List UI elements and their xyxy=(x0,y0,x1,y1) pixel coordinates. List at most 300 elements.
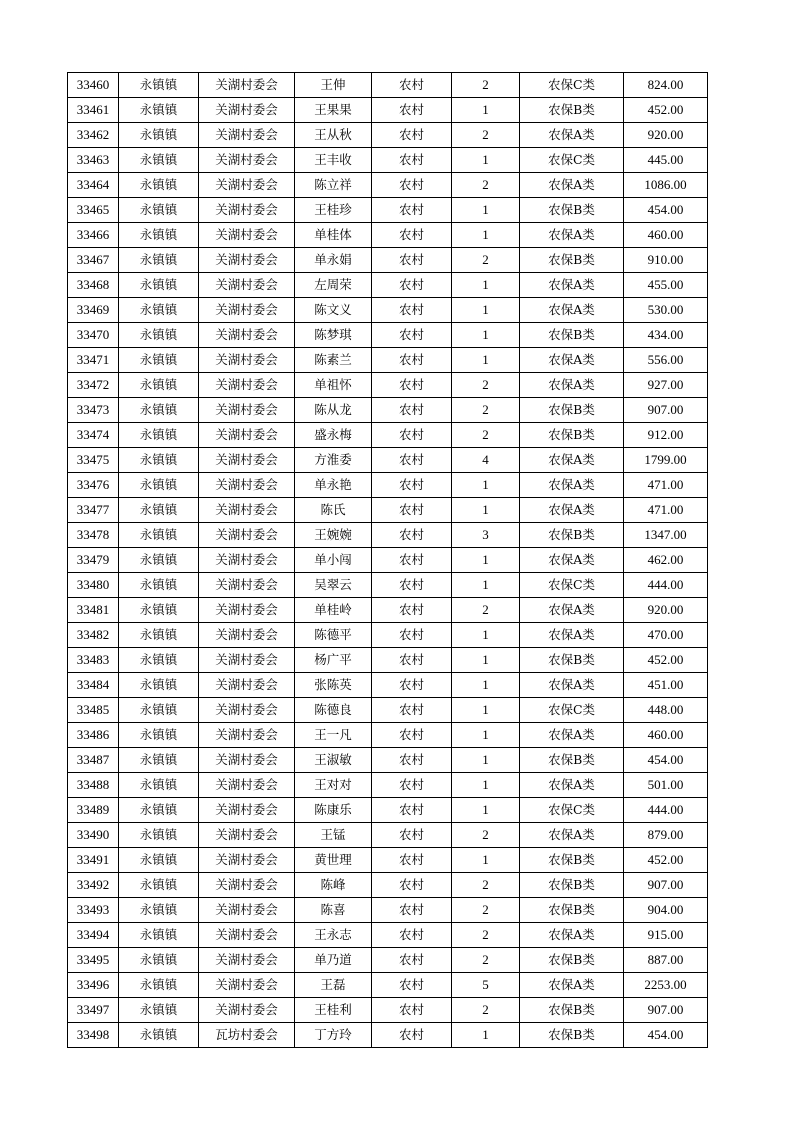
cell-town: 永镇镇 xyxy=(119,698,199,723)
cell-record-id: 33483 xyxy=(68,648,119,673)
cell-village-committee: 关湖村委会 xyxy=(199,723,295,748)
table-row xyxy=(68,923,708,948)
cell-household-type: 农村 xyxy=(372,698,452,723)
cell-name: 陈喜 xyxy=(295,898,372,923)
cell-household-type: 农村 xyxy=(372,148,452,173)
cell-name: 王婉婉 xyxy=(295,523,372,548)
cell-insurance-category: 农保A类 xyxy=(520,448,624,473)
cell-name: 单桂岭 xyxy=(295,598,372,623)
cell-town: 永镇镇 xyxy=(119,373,199,398)
table-row xyxy=(68,248,708,273)
cell-village-committee: 关湖村委会 xyxy=(199,473,295,498)
table-row xyxy=(68,998,708,1023)
cell-name: 单永艳 xyxy=(295,473,372,498)
cell-record-id: 33491 xyxy=(68,848,119,873)
cell-amount: 462.00 xyxy=(624,548,708,573)
cell-village-committee: 关湖村委会 xyxy=(199,373,295,398)
cell-family-size: 1 xyxy=(452,623,520,648)
table-row xyxy=(68,623,708,648)
cell-name: 盛永梅 xyxy=(295,423,372,448)
cell-amount: 920.00 xyxy=(624,123,708,148)
cell-record-id: 33468 xyxy=(68,273,119,298)
cell-family-size: 1 xyxy=(452,1023,520,1048)
cell-town: 永镇镇 xyxy=(119,998,199,1023)
cell-family-size: 2 xyxy=(452,373,520,398)
cell-town: 永镇镇 xyxy=(119,623,199,648)
cell-family-size: 1 xyxy=(452,148,520,173)
cell-family-size: 1 xyxy=(452,573,520,598)
cell-insurance-category: 农保C类 xyxy=(520,148,624,173)
cell-village-committee: 关湖村委会 xyxy=(199,123,295,148)
cell-town: 永镇镇 xyxy=(119,298,199,323)
cell-record-id: 33460 xyxy=(68,73,119,98)
cell-name: 单永娟 xyxy=(295,248,372,273)
cell-town: 永镇镇 xyxy=(119,323,199,348)
cell-record-id: 33481 xyxy=(68,598,119,623)
cell-amount: 904.00 xyxy=(624,898,708,923)
cell-town: 永镇镇 xyxy=(119,98,199,123)
cell-family-size: 1 xyxy=(452,773,520,798)
cell-record-id: 33462 xyxy=(68,123,119,148)
cell-family-size: 2 xyxy=(452,948,520,973)
cell-village-committee: 关湖村委会 xyxy=(199,598,295,623)
table-row xyxy=(68,148,708,173)
cell-town: 永镇镇 xyxy=(119,173,199,198)
cell-village-committee: 关湖村委会 xyxy=(199,648,295,673)
cell-insurance-category: 农保A类 xyxy=(520,673,624,698)
cell-family-size: 2 xyxy=(452,873,520,898)
cell-name: 王从秋 xyxy=(295,123,372,148)
cell-amount: 471.00 xyxy=(624,473,708,498)
cell-insurance-category: 农保A类 xyxy=(520,373,624,398)
cell-household-type: 农村 xyxy=(372,198,452,223)
cell-name: 王淑敏 xyxy=(295,748,372,773)
cell-insurance-category: 农保B类 xyxy=(520,523,624,548)
table-row xyxy=(68,573,708,598)
cell-insurance-category: 农保B类 xyxy=(520,323,624,348)
cell-insurance-category: 农保B类 xyxy=(520,898,624,923)
cell-household-type: 农村 xyxy=(372,248,452,273)
cell-family-size: 1 xyxy=(452,223,520,248)
cell-household-type: 农村 xyxy=(372,1023,452,1048)
cell-household-type: 农村 xyxy=(372,348,452,373)
cell-village-committee: 关湖村委会 xyxy=(199,348,295,373)
cell-household-type: 农村 xyxy=(372,498,452,523)
cell-household-type: 农村 xyxy=(372,773,452,798)
cell-amount: 915.00 xyxy=(624,923,708,948)
table-row xyxy=(68,598,708,623)
cell-insurance-category: 农保B类 xyxy=(520,398,624,423)
cell-village-committee: 关湖村委会 xyxy=(199,73,295,98)
cell-record-id: 33496 xyxy=(68,973,119,998)
cell-family-size: 2 xyxy=(452,823,520,848)
table-row xyxy=(68,223,708,248)
cell-village-committee: 关湖村委会 xyxy=(199,398,295,423)
cell-village-committee: 关湖村委会 xyxy=(199,623,295,648)
cell-name: 单小闯 xyxy=(295,548,372,573)
cell-amount: 824.00 xyxy=(624,73,708,98)
cell-town: 永镇镇 xyxy=(119,648,199,673)
cell-record-id: 33494 xyxy=(68,923,119,948)
table-row xyxy=(68,348,708,373)
cell-record-id: 33463 xyxy=(68,148,119,173)
table-row xyxy=(68,673,708,698)
cell-insurance-category: 农保A类 xyxy=(520,348,624,373)
cell-town: 永镇镇 xyxy=(119,123,199,148)
cell-name: 王丰收 xyxy=(295,148,372,173)
cell-name: 黄世理 xyxy=(295,848,372,873)
cell-name: 单乃道 xyxy=(295,948,372,973)
cell-amount: 454.00 xyxy=(624,198,708,223)
cell-record-id: 33471 xyxy=(68,348,119,373)
table-row xyxy=(68,648,708,673)
cell-record-id: 33498 xyxy=(68,1023,119,1048)
cell-village-committee: 关湖村委会 xyxy=(199,173,295,198)
cell-household-type: 农村 xyxy=(372,948,452,973)
cell-village-committee: 关湖村委会 xyxy=(199,298,295,323)
cell-family-size: 2 xyxy=(452,173,520,198)
cell-family-size: 1 xyxy=(452,198,520,223)
cell-village-committee: 关湖村委会 xyxy=(199,248,295,273)
cell-village-committee: 关湖村委会 xyxy=(199,848,295,873)
cell-household-type: 农村 xyxy=(372,173,452,198)
cell-village-committee: 关湖村委会 xyxy=(199,573,295,598)
cell-insurance-category: 农保A类 xyxy=(520,123,624,148)
cell-insurance-category: 农保A类 xyxy=(520,723,624,748)
cell-insurance-category: 农保B类 xyxy=(520,1023,624,1048)
cell-record-id: 33472 xyxy=(68,373,119,398)
cell-name: 王对对 xyxy=(295,773,372,798)
cell-record-id: 33470 xyxy=(68,323,119,348)
cell-name: 陈德平 xyxy=(295,623,372,648)
cell-household-type: 农村 xyxy=(372,673,452,698)
cell-record-id: 33488 xyxy=(68,773,119,798)
cell-name: 吴翠云 xyxy=(295,573,372,598)
cell-amount: 1086.00 xyxy=(624,173,708,198)
cell-village-committee: 关湖村委会 xyxy=(199,323,295,348)
cell-family-size: 2 xyxy=(452,73,520,98)
cell-name: 王桂珍 xyxy=(295,198,372,223)
table-row xyxy=(68,448,708,473)
cell-family-size: 2 xyxy=(452,248,520,273)
cell-name: 杨广平 xyxy=(295,648,372,673)
cell-town: 永镇镇 xyxy=(119,748,199,773)
table-row xyxy=(68,273,708,298)
cell-name: 王伸 xyxy=(295,73,372,98)
table-row xyxy=(68,498,708,523)
cell-amount: 887.00 xyxy=(624,948,708,973)
cell-family-size: 1 xyxy=(452,673,520,698)
cell-household-type: 农村 xyxy=(372,448,452,473)
table-row xyxy=(68,773,708,798)
cell-family-size: 2 xyxy=(452,923,520,948)
cell-record-id: 33487 xyxy=(68,748,119,773)
cell-name: 王一凡 xyxy=(295,723,372,748)
cell-family-size: 1 xyxy=(452,698,520,723)
cell-family-size: 4 xyxy=(452,448,520,473)
cell-village-committee: 关湖村委会 xyxy=(199,923,295,948)
cell-record-id: 33473 xyxy=(68,398,119,423)
cell-insurance-category: 农保B类 xyxy=(520,998,624,1023)
cell-name: 张陈英 xyxy=(295,673,372,698)
cell-record-id: 33490 xyxy=(68,823,119,848)
table-row xyxy=(68,423,708,448)
cell-amount: 451.00 xyxy=(624,673,708,698)
cell-amount: 445.00 xyxy=(624,148,708,173)
cell-amount: 434.00 xyxy=(624,323,708,348)
cell-record-id: 33497 xyxy=(68,998,119,1023)
cell-amount: 530.00 xyxy=(624,298,708,323)
cell-household-type: 农村 xyxy=(372,848,452,873)
cell-family-size: 2 xyxy=(452,123,520,148)
cell-family-size: 1 xyxy=(452,348,520,373)
cell-town: 永镇镇 xyxy=(119,873,199,898)
cell-family-size: 2 xyxy=(452,423,520,448)
cell-insurance-category: 农保B类 xyxy=(520,748,624,773)
cell-name: 陈立祥 xyxy=(295,173,372,198)
cell-household-type: 农村 xyxy=(372,823,452,848)
cell-family-size: 1 xyxy=(452,848,520,873)
cell-record-id: 33465 xyxy=(68,198,119,223)
table-row xyxy=(68,848,708,873)
cell-amount: 460.00 xyxy=(624,223,708,248)
cell-village-committee: 关湖村委会 xyxy=(199,273,295,298)
cell-name: 左周荣 xyxy=(295,273,372,298)
cell-family-size: 1 xyxy=(452,273,520,298)
cell-name: 陈从龙 xyxy=(295,398,372,423)
cell-family-size: 1 xyxy=(452,798,520,823)
cell-amount: 927.00 xyxy=(624,373,708,398)
table-row xyxy=(68,73,708,98)
cell-record-id: 33479 xyxy=(68,548,119,573)
cell-household-type: 农村 xyxy=(372,123,452,148)
cell-insurance-category: 农保A类 xyxy=(520,498,624,523)
cell-amount: 907.00 xyxy=(624,398,708,423)
table-row xyxy=(68,898,708,923)
cell-name: 方淮委 xyxy=(295,448,372,473)
cell-family-size: 5 xyxy=(452,973,520,998)
cell-insurance-category: 农保C类 xyxy=(520,798,624,823)
cell-name: 陈素兰 xyxy=(295,348,372,373)
cell-name: 丁方玲 xyxy=(295,1023,372,1048)
cell-town: 永镇镇 xyxy=(119,848,199,873)
cell-village-committee: 关湖村委会 xyxy=(199,423,295,448)
cell-town: 永镇镇 xyxy=(119,73,199,98)
cell-village-committee: 关湖村委会 xyxy=(199,948,295,973)
cell-amount: 460.00 xyxy=(624,723,708,748)
cell-name: 王磊 xyxy=(295,973,372,998)
cell-amount: 471.00 xyxy=(624,498,708,523)
cell-household-type: 农村 xyxy=(372,748,452,773)
table-row xyxy=(68,398,708,423)
table-row xyxy=(68,473,708,498)
cell-amount: 448.00 xyxy=(624,698,708,723)
cell-village-committee: 关湖村委会 xyxy=(199,873,295,898)
cell-insurance-category: 农保B类 xyxy=(520,948,624,973)
cell-amount: 454.00 xyxy=(624,748,708,773)
cell-insurance-category: 农保B类 xyxy=(520,848,624,873)
cell-town: 永镇镇 xyxy=(119,523,199,548)
cell-family-size: 2 xyxy=(452,398,520,423)
cell-insurance-category: 农保A类 xyxy=(520,548,624,573)
cell-family-size: 1 xyxy=(452,723,520,748)
cell-family-size: 1 xyxy=(452,298,520,323)
table-row xyxy=(68,823,708,848)
cell-town: 永镇镇 xyxy=(119,548,199,573)
cell-name: 王锰 xyxy=(295,823,372,848)
cell-town: 永镇镇 xyxy=(119,598,199,623)
cell-village-committee: 关湖村委会 xyxy=(199,198,295,223)
table-row xyxy=(68,548,708,573)
cell-town: 永镇镇 xyxy=(119,723,199,748)
cell-insurance-category: 农保A类 xyxy=(520,773,624,798)
cell-record-id: 33484 xyxy=(68,673,119,698)
table-row xyxy=(68,723,708,748)
cell-record-id: 33478 xyxy=(68,523,119,548)
cell-village-committee: 关湖村委会 xyxy=(199,98,295,123)
cell-amount: 452.00 xyxy=(624,648,708,673)
cell-household-type: 农村 xyxy=(372,73,452,98)
cell-record-id: 33480 xyxy=(68,573,119,598)
table-row xyxy=(68,323,708,348)
cell-record-id: 33485 xyxy=(68,698,119,723)
table-row xyxy=(68,698,708,723)
cell-town: 永镇镇 xyxy=(119,823,199,848)
cell-town: 永镇镇 xyxy=(119,773,199,798)
cell-insurance-category: 农保A类 xyxy=(520,923,624,948)
cell-town: 永镇镇 xyxy=(119,223,199,248)
cell-amount: 444.00 xyxy=(624,798,708,823)
cell-record-id: 33476 xyxy=(68,473,119,498)
cell-household-type: 农村 xyxy=(372,423,452,448)
table-row xyxy=(68,123,708,148)
cell-name: 王桂利 xyxy=(295,998,372,1023)
cell-name: 陈峰 xyxy=(295,873,372,898)
cell-amount: 556.00 xyxy=(624,348,708,373)
cell-household-type: 农村 xyxy=(372,623,452,648)
cell-name: 陈文义 xyxy=(295,298,372,323)
cell-name: 王果果 xyxy=(295,98,372,123)
cell-record-id: 33493 xyxy=(68,898,119,923)
cell-village-committee: 瓦坊村委会 xyxy=(199,1023,295,1048)
cell-insurance-category: 农保A类 xyxy=(520,823,624,848)
cell-town: 永镇镇 xyxy=(119,673,199,698)
cell-insurance-category: 农保C类 xyxy=(520,698,624,723)
cell-amount: 452.00 xyxy=(624,848,708,873)
cell-family-size: 1 xyxy=(452,323,520,348)
cell-household-type: 农村 xyxy=(372,923,452,948)
cell-family-size: 1 xyxy=(452,548,520,573)
cell-household-type: 农村 xyxy=(372,873,452,898)
cell-village-committee: 关湖村委会 xyxy=(199,798,295,823)
cell-insurance-category: 农保A类 xyxy=(520,973,624,998)
cell-town: 永镇镇 xyxy=(119,898,199,923)
cell-town: 永镇镇 xyxy=(119,573,199,598)
cell-amount: 1799.00 xyxy=(624,448,708,473)
cell-village-committee: 关湖村委会 xyxy=(199,698,295,723)
cell-family-size: 2 xyxy=(452,898,520,923)
cell-amount: 907.00 xyxy=(624,998,708,1023)
cell-record-id: 33467 xyxy=(68,248,119,273)
cell-town: 永镇镇 xyxy=(119,473,199,498)
cell-household-type: 农村 xyxy=(372,473,452,498)
cell-household-type: 农村 xyxy=(372,273,452,298)
cell-record-id: 33474 xyxy=(68,423,119,448)
cell-town: 永镇镇 xyxy=(119,273,199,298)
cell-record-id: 33486 xyxy=(68,723,119,748)
cell-household-type: 农村 xyxy=(372,998,452,1023)
cell-village-committee: 关湖村委会 xyxy=(199,448,295,473)
table-row xyxy=(68,523,708,548)
table-row xyxy=(68,373,708,398)
cell-household-type: 农村 xyxy=(372,723,452,748)
cell-village-committee: 关湖村委会 xyxy=(199,673,295,698)
cell-amount: 879.00 xyxy=(624,823,708,848)
cell-town: 永镇镇 xyxy=(119,198,199,223)
cell-record-id: 33461 xyxy=(68,98,119,123)
cell-insurance-category: 农保A类 xyxy=(520,173,624,198)
table-row xyxy=(68,98,708,123)
cell-amount: 501.00 xyxy=(624,773,708,798)
cell-name: 单祖怀 xyxy=(295,373,372,398)
cell-household-type: 农村 xyxy=(372,898,452,923)
cell-name: 王永志 xyxy=(295,923,372,948)
cell-village-committee: 关湖村委会 xyxy=(199,823,295,848)
cell-name: 陈德良 xyxy=(295,698,372,723)
cell-household-type: 农村 xyxy=(372,648,452,673)
cell-village-committee: 关湖村委会 xyxy=(199,498,295,523)
cell-town: 永镇镇 xyxy=(119,423,199,448)
cell-amount: 907.00 xyxy=(624,873,708,898)
cell-town: 永镇镇 xyxy=(119,348,199,373)
cell-family-size: 2 xyxy=(452,598,520,623)
table-row xyxy=(68,1023,708,1048)
cell-town: 永镇镇 xyxy=(119,148,199,173)
cell-amount: 1347.00 xyxy=(624,523,708,548)
cell-insurance-category: 农保B类 xyxy=(520,873,624,898)
cell-village-committee: 关湖村委会 xyxy=(199,223,295,248)
cell-record-id: 33482 xyxy=(68,623,119,648)
cell-town: 永镇镇 xyxy=(119,248,199,273)
cell-household-type: 农村 xyxy=(372,98,452,123)
cell-insurance-category: 农保A类 xyxy=(520,273,624,298)
cell-insurance-category: 农保A类 xyxy=(520,623,624,648)
cell-village-committee: 关湖村委会 xyxy=(199,548,295,573)
cell-family-size: 1 xyxy=(452,648,520,673)
cell-household-type: 农村 xyxy=(372,223,452,248)
table-row xyxy=(68,798,708,823)
cell-amount: 912.00 xyxy=(624,423,708,448)
cell-household-type: 农村 xyxy=(372,298,452,323)
cell-family-size: 1 xyxy=(452,473,520,498)
cell-household-type: 农村 xyxy=(372,973,452,998)
cell-amount: 2253.00 xyxy=(624,973,708,998)
cell-record-id: 33466 xyxy=(68,223,119,248)
cell-household-type: 农村 xyxy=(372,798,452,823)
cell-village-committee: 关湖村委会 xyxy=(199,773,295,798)
cell-family-size: 3 xyxy=(452,523,520,548)
cell-amount: 452.00 xyxy=(624,98,708,123)
cell-family-size: 1 xyxy=(452,748,520,773)
table-row xyxy=(68,873,708,898)
table-row xyxy=(68,198,708,223)
cell-town: 永镇镇 xyxy=(119,923,199,948)
cell-record-id: 33477 xyxy=(68,498,119,523)
table-row xyxy=(68,298,708,323)
cell-village-committee: 关湖村委会 xyxy=(199,748,295,773)
cell-household-type: 农村 xyxy=(372,523,452,548)
cell-insurance-category: 农保A类 xyxy=(520,223,624,248)
